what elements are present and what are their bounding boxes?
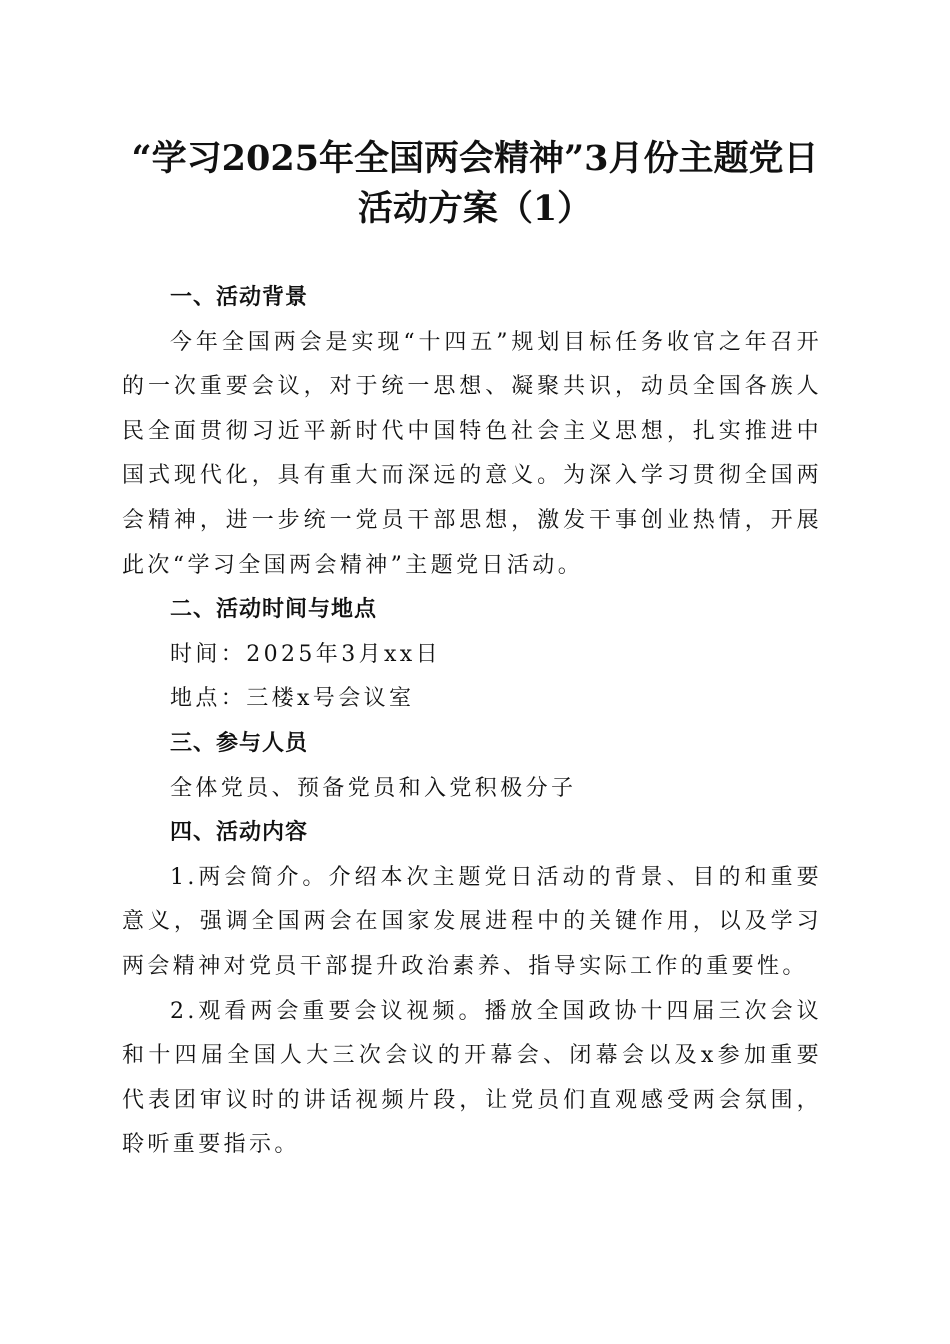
title-line-1: “学习2025年全国两会精神”3月份主题党日 <box>131 138 819 179</box>
content-item-1: 1.两会简介。介绍本次主题党日活动的背景、目的和重要意义，强调全国两会在国家发展进程中的关键作用，以及学习两会精神对党员干部提升政治素养、指导实际工作的重要性。 <box>122 864 822 979</box>
section-heading-content: 四、活动内容 <box>170 820 309 846</box>
section-heading-participants: 三、参与人员 <box>170 730 309 756</box>
time-line: 时间：2025年3月xx日 <box>170 641 442 667</box>
section-heading-background: 一、活动背景 <box>170 285 309 310</box>
background-paragraph: 今年全国两会是实现“十四五”规划目标任务收官之年召开的一次重要会议，对于统一思想、凝聚共识，动员全国各族人民全面贯彻习近平新时代中国特色社会主义思想，扎实推进中国式现代化，具有重大而深远的意义。为深入学习贯彻全国两会精神，进一步统一党员干部思想，激发干事创业热情，开展此次“学习全国两会精神”主题党日活动。 <box>122 329 822 578</box>
document-title <box>100 134 850 234</box>
participants-line: 全体党员、预备党员和入党积极分子 <box>170 775 577 801</box>
section-heading-time-place: 二、活动时间与地点 <box>170 597 378 623</box>
content-item-2: 2.观看两会重要会议视频。播放全国政协十四届三次会议和十四届全国人大三次会议的开幕会、闭幕会以及x参加重要代表团审议时的讲话视频片段，让党员们直观感受两会氛围，聆听重要指示。 <box>122 998 822 1158</box>
place-line: 地点：三楼x号会议室 <box>170 686 415 712</box>
title-line-2: 活动方案（1） <box>357 188 593 229</box>
document-body <box>122 276 822 1168</box>
